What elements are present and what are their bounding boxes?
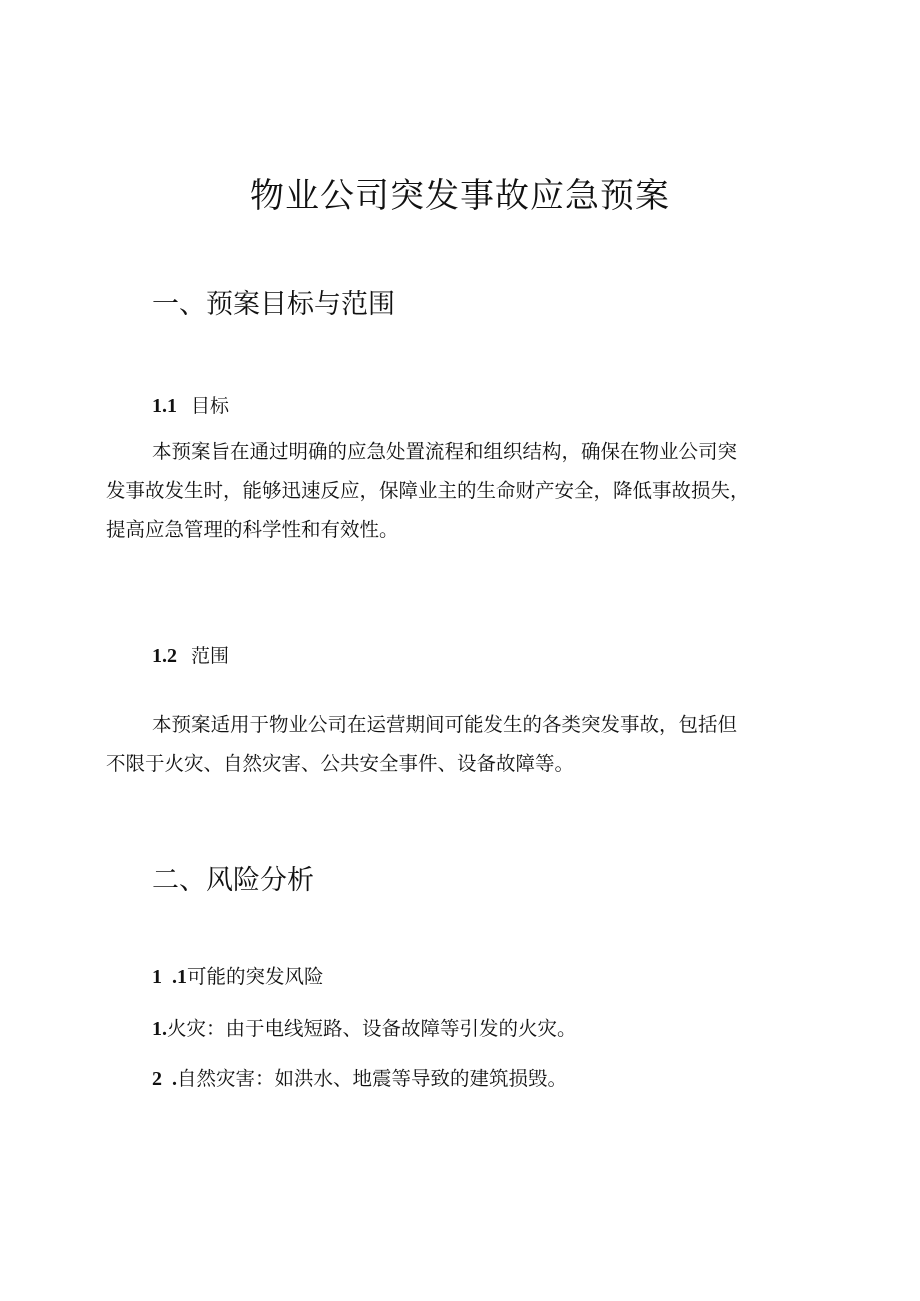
subsection-number: 1 .1 [152,966,187,988]
subsection-heading-1-1 [152,391,229,421]
paragraph-line: 本预案适用于物业公司在运营期间可能发生的各类突发事故，包括但 [152,713,738,736]
list-item-text: 火灾：由于电线短路、设备故障等引发的火灾。 [167,1017,577,1040]
section-heading-1: 一、预案目标与范围 [152,289,395,320]
subsection-title: 范围 [191,645,230,667]
list-item-text: 自然灾害：如洪水、地震等导致的建筑损毁。 [177,1067,568,1090]
subsection-title: 可能的突发风险 [187,965,324,988]
subsection-heading-2-1 [152,962,324,992]
subsection-number: 1.2 [152,645,177,667]
paragraph-goal [106,432,806,549]
document-title: 物业公司突发事故应急预案 [250,176,670,216]
paragraph-line: 提高应急管理的科学性和有效性。 [106,518,399,541]
list-item-number: 2 . [152,1068,177,1090]
subsection-heading-1-2 [152,641,229,671]
subsection-number: 1.1 [152,395,177,417]
list-item-2 [152,1064,567,1094]
list-item-1 [152,1014,577,1044]
paragraph-line: 本预案旨在通过明确的应急处置流程和组织结构，确保在物业公司突 [152,440,738,463]
subsection-title: 目标 [191,395,230,417]
paragraph-line: 发事故发生时，能够迅速反应，保障业主的生命财产安全，降低事故损失， [106,479,750,502]
paragraph-scope [106,705,806,783]
paragraph-line: 不限于火灾、自然灾害、公共安全事件、设备故障等。 [106,752,575,775]
list-item-number: 1. [152,1018,167,1040]
section-heading-2: 二、风险分析 [152,865,314,896]
